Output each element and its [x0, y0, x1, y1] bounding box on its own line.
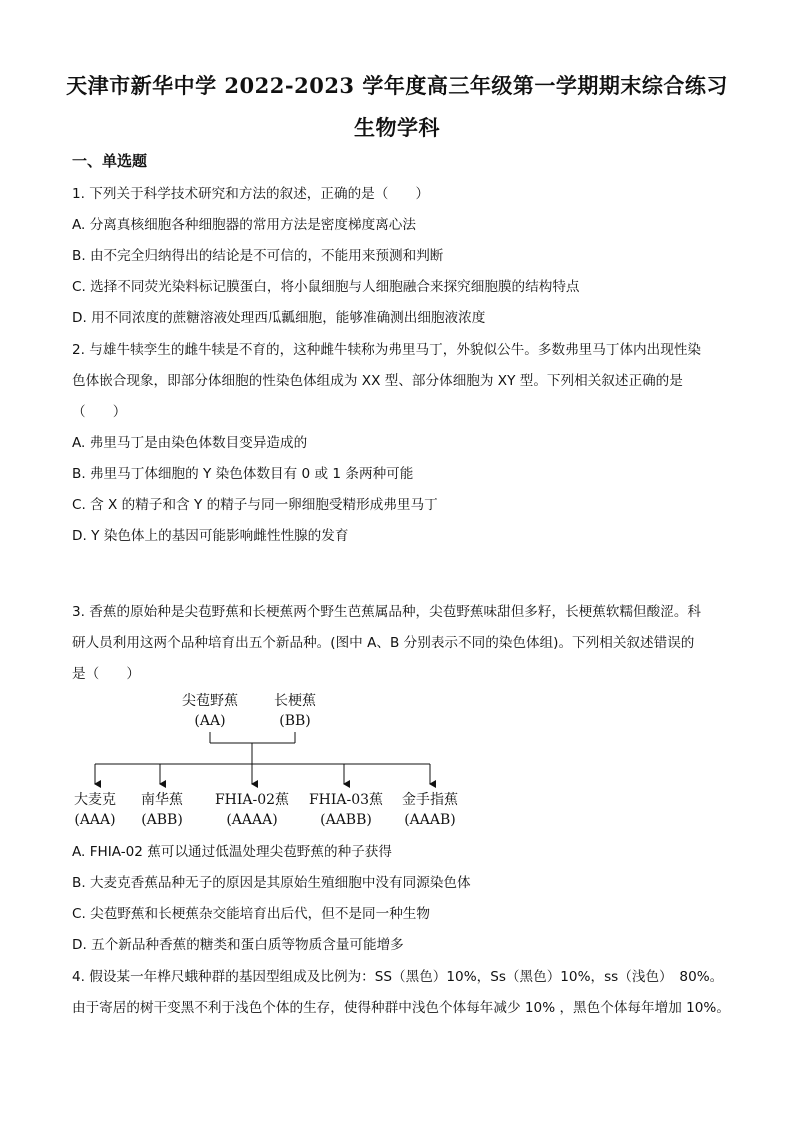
- question-2-stem-line-1: 2. 与雄牛犊孪生的雌牛犊是不育的，这种雌牛犊称为弗里马丁，外貌似公牛。多数弗里马丁体内出现性染: [72, 342, 702, 358]
- question-2-option-d: D. Y 染色体上的基因可能影响雌性性腺的发育: [72, 528, 349, 544]
- parent-1-name: 尖苞野蕉: [182, 693, 238, 709]
- question-3-option-a: A. FHIA-02 蕉可以通过低温处理尖苞野蕉的种子获得: [72, 844, 392, 860]
- question-1-option-d: D. 用不同浓度的蔗糖溶液处理西瓜瓤细胞，能够准确测出细胞液浓度: [72, 310, 486, 326]
- question-2-option-b: B. 弗里马丁体细胞的 Y 染色体数目有 0 或 1 条两种可能: [72, 466, 414, 482]
- child-2-genome: (ABB): [141, 812, 183, 828]
- child-4-name: FHIA-03蕉: [308, 792, 384, 808]
- child-2-name: 南华蕉: [141, 792, 183, 808]
- question-2-option-a: A. 弗里马丁是由染色体数目变异造成的: [72, 435, 308, 451]
- child-5-name: 金手指蕉: [402, 792, 458, 808]
- question-1-stem: 1. 下列关于科学技术研究和方法的叙述，正确的是（ ）: [72, 186, 430, 202]
- question-3-stem-line-2: 研人员利用这两个品种培育出五个新品种。(图中 A、B 分别表示不同的染色体组)。下列相关叙述错误的: [72, 635, 695, 651]
- child-3-genome: (AAAA): [226, 812, 278, 828]
- child-1-genome: (AAA): [74, 812, 116, 828]
- parent-2-genome: (BB): [279, 713, 311, 729]
- parent-1-genome: (AA): [194, 713, 226, 729]
- question-4-stem-line-2: 由于寄居的树干变黑不利于浅色个体的生存，使得种群中浅色个体每年减少 10% ，黑色个体每年增加 10%。: [72, 1000, 730, 1016]
- question-2-option-c: C. 含 X 的精子和含 Y 的精子与同一卵细胞受精形成弗里马丁: [72, 497, 438, 513]
- question-3-option-b: B. 大麦克香蕉品种无子的原因是其原始生殖细胞中没有同源染色体: [72, 875, 471, 891]
- page-title: 天津市新华中学 2022-2023 学年度高三年级第一学期期末综合练习: [66, 73, 728, 98]
- child-3-name: FHIA-02蕉: [214, 792, 290, 808]
- banana-breeding-diagram: [60, 688, 480, 836]
- section-heading: 一、单选题: [72, 152, 148, 170]
- question-1-option-b: B. 由不完全归纳得出的结论是不可信的，不能用来预测和判断: [72, 248, 444, 264]
- question-1-option-c: C. 选择不同荧光染料标记膜蛋白，将小鼠细胞与人细胞融合来探究细胞膜的结构特点: [72, 279, 580, 295]
- child-5-genome: (AAAB): [404, 812, 456, 828]
- parent-2-name: 长梗蕉: [274, 693, 316, 709]
- question-3-stem-line-1: 3. 香蕉的原始种是尖苞野蕉和长梗蕉两个野生芭蕉属品种，尖苞野蕉味甜但多籽，长梗蕉软糯但酸涩。科: [72, 604, 702, 620]
- question-1-option-a: A. 分离真核细胞各种细胞器的常用方法是密度梯度离心法: [72, 217, 416, 233]
- child-1-name: 大麦克: [74, 792, 116, 808]
- question-2-stem-line-2: 色体嵌合现象，即部分体细胞的性染色体组成为 XX 型、部分体细胞为 XY 型。下列相关叙述正确的是: [72, 373, 683, 389]
- question-4-stem-line-1: 4. 假设某一年桦尺蛾种群的基因型组成及比例为：SS（黑色）10%，Ss（黑色）10%，ss（浅色） 80%。: [72, 969, 724, 985]
- question-2-stem-line-3: （ ）: [72, 404, 127, 420]
- page-subtitle: 生物学科: [354, 115, 440, 140]
- question-3-option-d: D. 五个新品种香蕉的糖类和蛋白质等物质含量可能增多: [72, 937, 404, 953]
- diagram-connectors: [95, 732, 430, 784]
- child-4-genome: (AABB): [320, 812, 372, 828]
- question-3-option-c: C. 尖苞野蕉和长梗蕉杂交能培育出后代，但不是同一种生物: [72, 906, 430, 922]
- question-3-stem-line-3: 是（ ）: [72, 666, 140, 682]
